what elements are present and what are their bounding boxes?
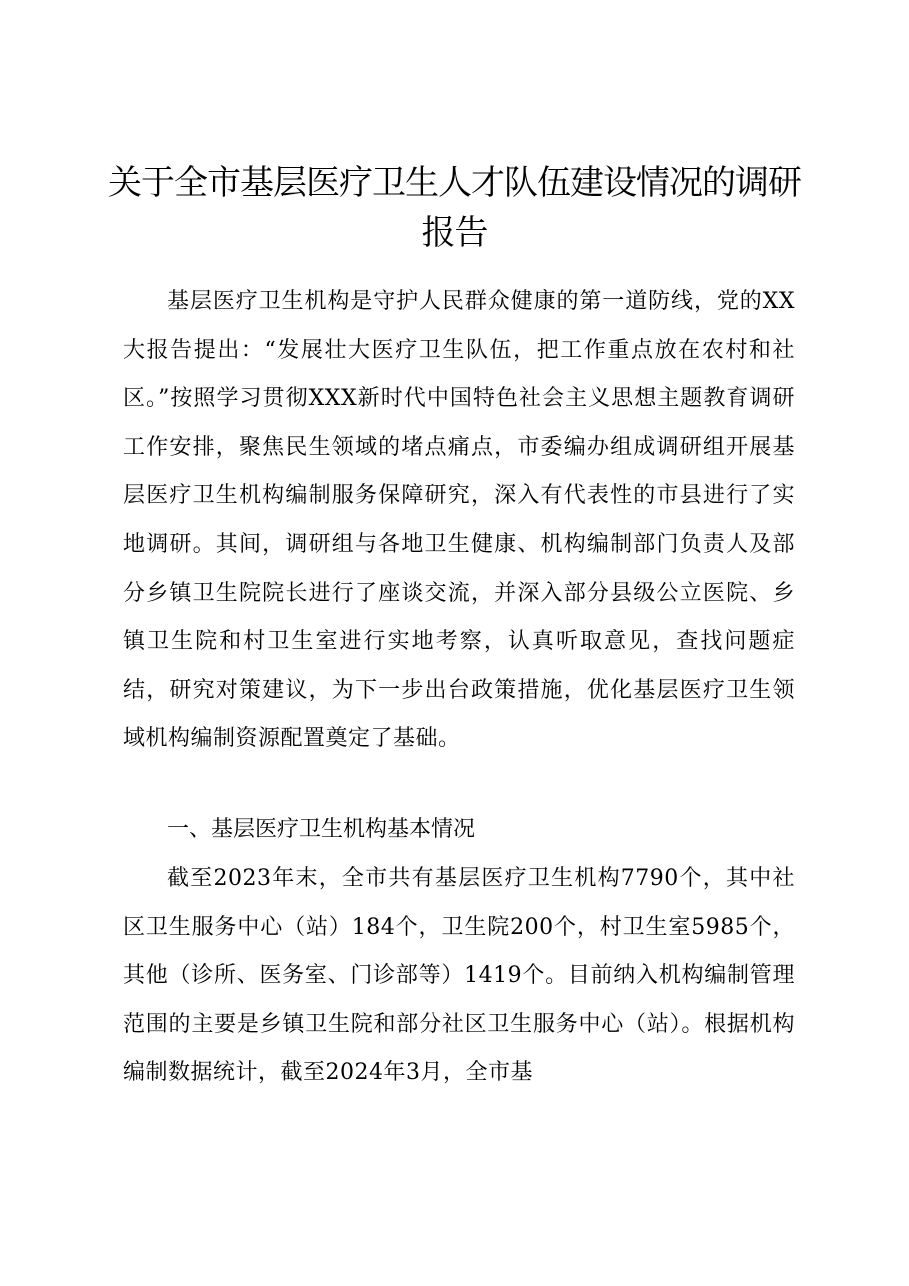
document-title: 关于全市基层医疗卫生人才队伍建设情况的调研报告 (108, 163, 801, 253)
intro-paragraph: 基层医疗卫生机构是守护人民群众健康的第一道防线，党的XX大报告提出：“发展壮大医疗卫生队伍，把工作重点放在农村和社区。”按照学习贯彻XXX新时代中国特色社会主义思想主题教育调研工作安排，聚焦民生领域的堵点痛点，市委编办组成调研组开展基层医疗卫生机构编制服务保障研究，深入有代表性的市县进行了实地调研。其间，调研组与各地卫生健康、机构编制部门负责人及部分乡镇卫生院院长进行了座谈交流，并深入部分县级公立医院、乡镇卫生院和村卫生室进行实地考察，认真听取意见，查找问题症结，研究对策建议，为下一步出台政策措施，优化基层医疗卫生领域机构编制资源配置奠定了基础。 (123, 289, 795, 752)
section-paragraph: 截至2023年末，全市共有基层医疗卫生机构7790个，其中社区卫生服务中心（站）184个，卫生院200个，村卫生室5985个，其他（诊所、医务室、门诊部等）1419个。目前纳入机构编制管理范围的主要是乡镇卫生院和部分社区卫生服务中心（站）。根据机构编制数据统计，截至2024年3月，全市基 (123, 866, 795, 1086)
section-heading: 一、基层医疗卫生机构基本情况 (167, 817, 476, 842)
